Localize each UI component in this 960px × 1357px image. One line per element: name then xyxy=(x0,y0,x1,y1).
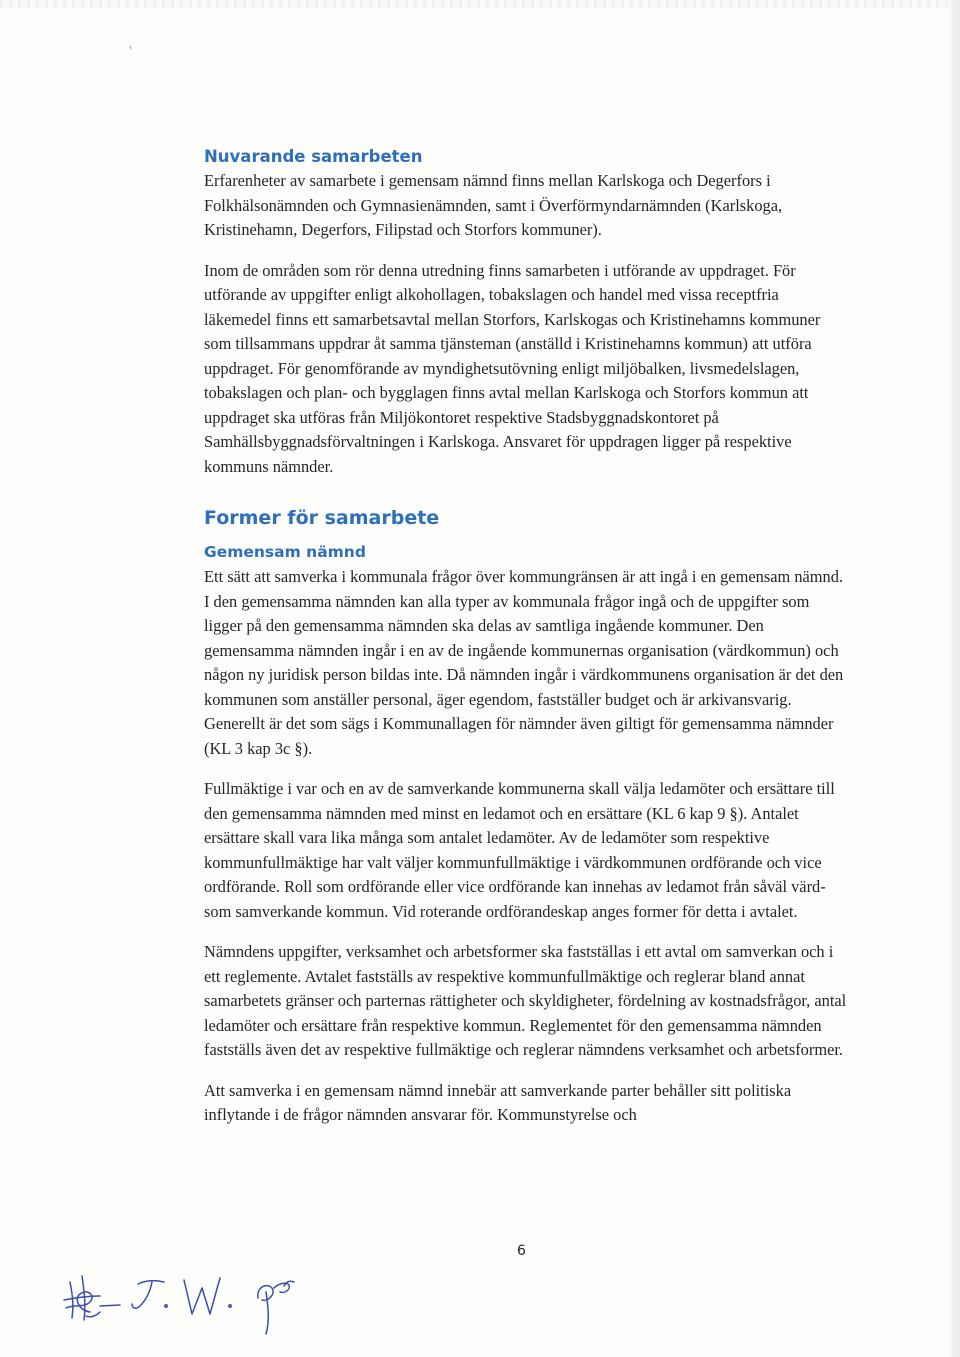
heading-nuvarande-samarbeten: Nuvarande samarbeten xyxy=(204,147,423,166)
paragraph: Ett sätt att samverka i kommunala frågor över kommungränsen är att ingå i en gemensam nämnd. I den gemensamma nämnden kan alla typer av kommunala frågor ingå och de uppgifter som ligger på den gemensamma nämnden ska delas av samtliga ingående kommuner. Den gemensamma nämnden ingår i en av de ingående kommunernas organisation (värdkommun) och någon ny juridisk person bildas inte. Då nämnden ingår i värdkommunens organisation är det den kommunen som anställer personal, äger egendom, fastställer budget och är arkivansvarig. Generellt är det som sägs i Kommunallagen för nämnder även giltigt för gemensamma nämnder (KL 3 kap 3c §). xyxy=(204,567,844,758)
paragraph: Erfarenheter av samarbete i gemensam nämnd finns mellan Karlskoga och Degerfors i Folkhälsonämnden och Gymnasienämnden, samt i Överförmyndarnämnden (Karlskoga, Kristinehamn, Degerfors, Filipstad och Storfors kommuner). xyxy=(204,171,783,239)
paragraph: Inom de områden som rör denna utredning finns samarbeten i utförande av uppdraget. För utförande av uppgifter enligt alkohollagen, tobakslagen och handel med vissa receptfria läkemedel finns ett samarbetsavtal mellan Storfors, Karlskogas och Kristinehamns kommuner som tillsammans uppdrar åt samma tjänsteman (anställd i Kristinehamns kommun) att utföra uppdraget. För genomförande av myndighetsutövning enligt miljöbalken, livsmedelslagen, tobakslagen och plan- och bygglagen finns avtal mellan Karlskoga och Storfors kommun att uppdraget ska utföras från Miljökontoret respektive Stadsbyggnadskontoret på Samhällsbyggnadsförvaltningen i Karlskoga. Ansvaret för uppdragen ligger på respektive kommuns nämnder. xyxy=(204,260,821,476)
handwritten-initials-signature xyxy=(60,1258,320,1338)
paragraph: Fullmäktige i var och en av de samverkande kommunerna skall välja ledamöter och ersättare till den gemensamma nämnden med minst en ledamot och en ersättare (KL 6 kap 9 §). Antalet ersättare skall vara lika många som antalet ledamöter. Av de ledamöter som respektive kommunfullmäktige har valt väljer kommunfullmäktige i värdkommunen ordförande och vice ordförande. Roll som ordförande eller vice ordförande kan innehas av ledamot från såväl värd- som samverkande kommun. Vid roterande ordförandeskap anges former för detta i avtalet. xyxy=(204,779,835,921)
heading-former-for-samarbete: Former för samarbete xyxy=(204,507,440,529)
scan-speck xyxy=(128,38,134,44)
paragraph: Att samverka i en gemensam nämnd innebär att samverkande parter behåller sitt politiska inflytande i de frågor nämnden ansvarar för. Kommunstyrelse och xyxy=(204,1080,792,1124)
scan-artifact-top xyxy=(0,0,960,8)
scan-artifact-edge xyxy=(950,0,960,1357)
document-body xyxy=(204,146,849,1128)
page-number: 6 xyxy=(517,1243,526,1259)
paragraph: Nämndens uppgifter, verksamhet och arbetsformer ska fastställas i ett avtal om samverkan och i ett reglemente. Avtalet fastställs av respektive kommunfullmäktige och reglerar bland annat samarbetets gränser och parternas rättigheter och skyldigheter, fördelning av kostnadsfrågor, antal ledamöter och ersättare från respektive kommun. Reglementet för den gemensamma nämnden fastställs även det av respektive fullmäktige och reglerar nämndens verksamhet och arbetsformer. xyxy=(204,942,847,1059)
subheading-gemensam-namnd: Gemensam nämnd xyxy=(204,543,366,561)
